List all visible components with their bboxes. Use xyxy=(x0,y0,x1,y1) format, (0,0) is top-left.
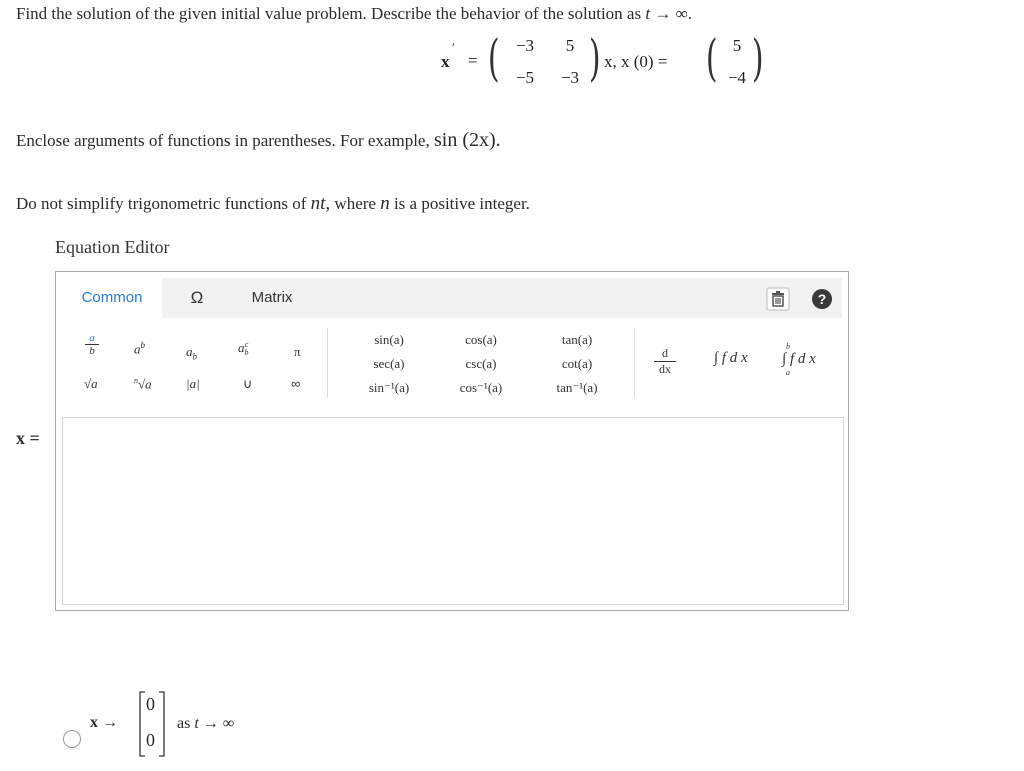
option-suffix: as t → ∞ xyxy=(177,715,235,732)
abs-button[interactable]: |a| xyxy=(186,376,200,391)
eq-equals: = xyxy=(468,51,478,70)
vector-cell: 0 xyxy=(146,694,155,714)
vector-cell: 0 xyxy=(146,730,155,750)
var-t: t xyxy=(645,4,651,23)
palette-divider xyxy=(634,328,635,398)
ic-cell: 5 xyxy=(732,36,742,55)
ic-cell: −4 xyxy=(727,68,747,87)
matrix-cell: −3 xyxy=(560,68,580,87)
option-vector xyxy=(138,688,166,760)
nroot-button[interactable]: $^n$√a xyxy=(134,376,152,392)
union-button[interactable]: ∪ xyxy=(243,376,253,391)
editor-title: Equation Editor xyxy=(55,237,170,257)
matrix-cell: 5 xyxy=(565,36,575,55)
arcsin-button[interactable]: sin⁻¹(a) xyxy=(368,380,410,395)
matrix-left-paren: ( xyxy=(487,29,500,87)
arccos-button[interactable]: cos⁻¹(a) xyxy=(459,380,503,395)
svg-text:?: ? xyxy=(817,291,827,307)
tan-button[interactable]: tan(a) xyxy=(561,332,593,347)
matrix-right-paren: ) xyxy=(588,29,601,87)
pi-button[interactable]: π xyxy=(294,344,301,359)
subscript-button[interactable]: $a_b$ xyxy=(186,344,197,362)
sec-button[interactable]: sec(a) xyxy=(373,356,405,371)
subsup-button[interactable]: a c b xyxy=(238,340,249,358)
eq-after-matrix: x, x (0) = xyxy=(604,52,668,71)
tab-matrix[interactable]: Matrix xyxy=(251,289,293,306)
note-parentheses: Enclose arguments of functions in parentheses. For example, sin (2x). xyxy=(16,129,501,151)
power-button[interactable]: $a^b$ xyxy=(134,340,145,357)
cot-button[interactable]: cot(a) xyxy=(561,356,593,371)
definite-integral-button[interactable]: b ∫ f d x a xyxy=(782,342,816,377)
matrix-cell: −5 xyxy=(515,68,535,87)
derivative-button[interactable]: d dx xyxy=(654,346,676,377)
vector-right-paren: ) xyxy=(751,29,764,87)
answer-label: x = xyxy=(16,428,40,448)
answer-radio[interactable] xyxy=(63,730,81,748)
question-instruction: Find the solution of the given initial value problem. Describe the behavior of the solution as t → ∞. xyxy=(16,4,692,23)
arctan-button[interactable]: tan⁻¹(a) xyxy=(556,380,598,395)
help-icon[interactable] xyxy=(810,287,834,311)
matrix-cell: −3 xyxy=(515,36,535,55)
example-sin: sin (2x). xyxy=(433,129,501,151)
vector-left-paren: ( xyxy=(705,29,718,87)
tab-common[interactable]: Common xyxy=(62,278,162,318)
eq-lhs: x xyxy=(441,52,450,71)
palette-divider xyxy=(327,328,328,398)
integral-button[interactable]: ∫ f d x xyxy=(714,350,748,366)
trash-icon[interactable] xyxy=(766,287,790,311)
sin-button[interactable]: sin(a) xyxy=(374,332,404,347)
fraction-button[interactable]: a b xyxy=(82,332,102,357)
note-trig: Do not simplify trigonometric functions of nt, where n is a positive integer. xyxy=(16,193,530,214)
infinity-button[interactable]: ∞ xyxy=(291,376,301,391)
csc-button[interactable]: csc(a) xyxy=(465,356,497,371)
cos-button[interactable]: cos(a) xyxy=(465,332,497,347)
editor-tabbar xyxy=(62,278,842,318)
symbol-palette xyxy=(62,322,842,402)
sqrt-button[interactable]: √a xyxy=(84,376,98,391)
tab-symbols[interactable]: Ω xyxy=(190,288,204,307)
answer-input-area[interactable] xyxy=(62,417,844,605)
option-lhs: x → xyxy=(90,714,118,731)
equation-editor xyxy=(55,271,849,611)
eq-prime: ′ xyxy=(452,40,455,55)
